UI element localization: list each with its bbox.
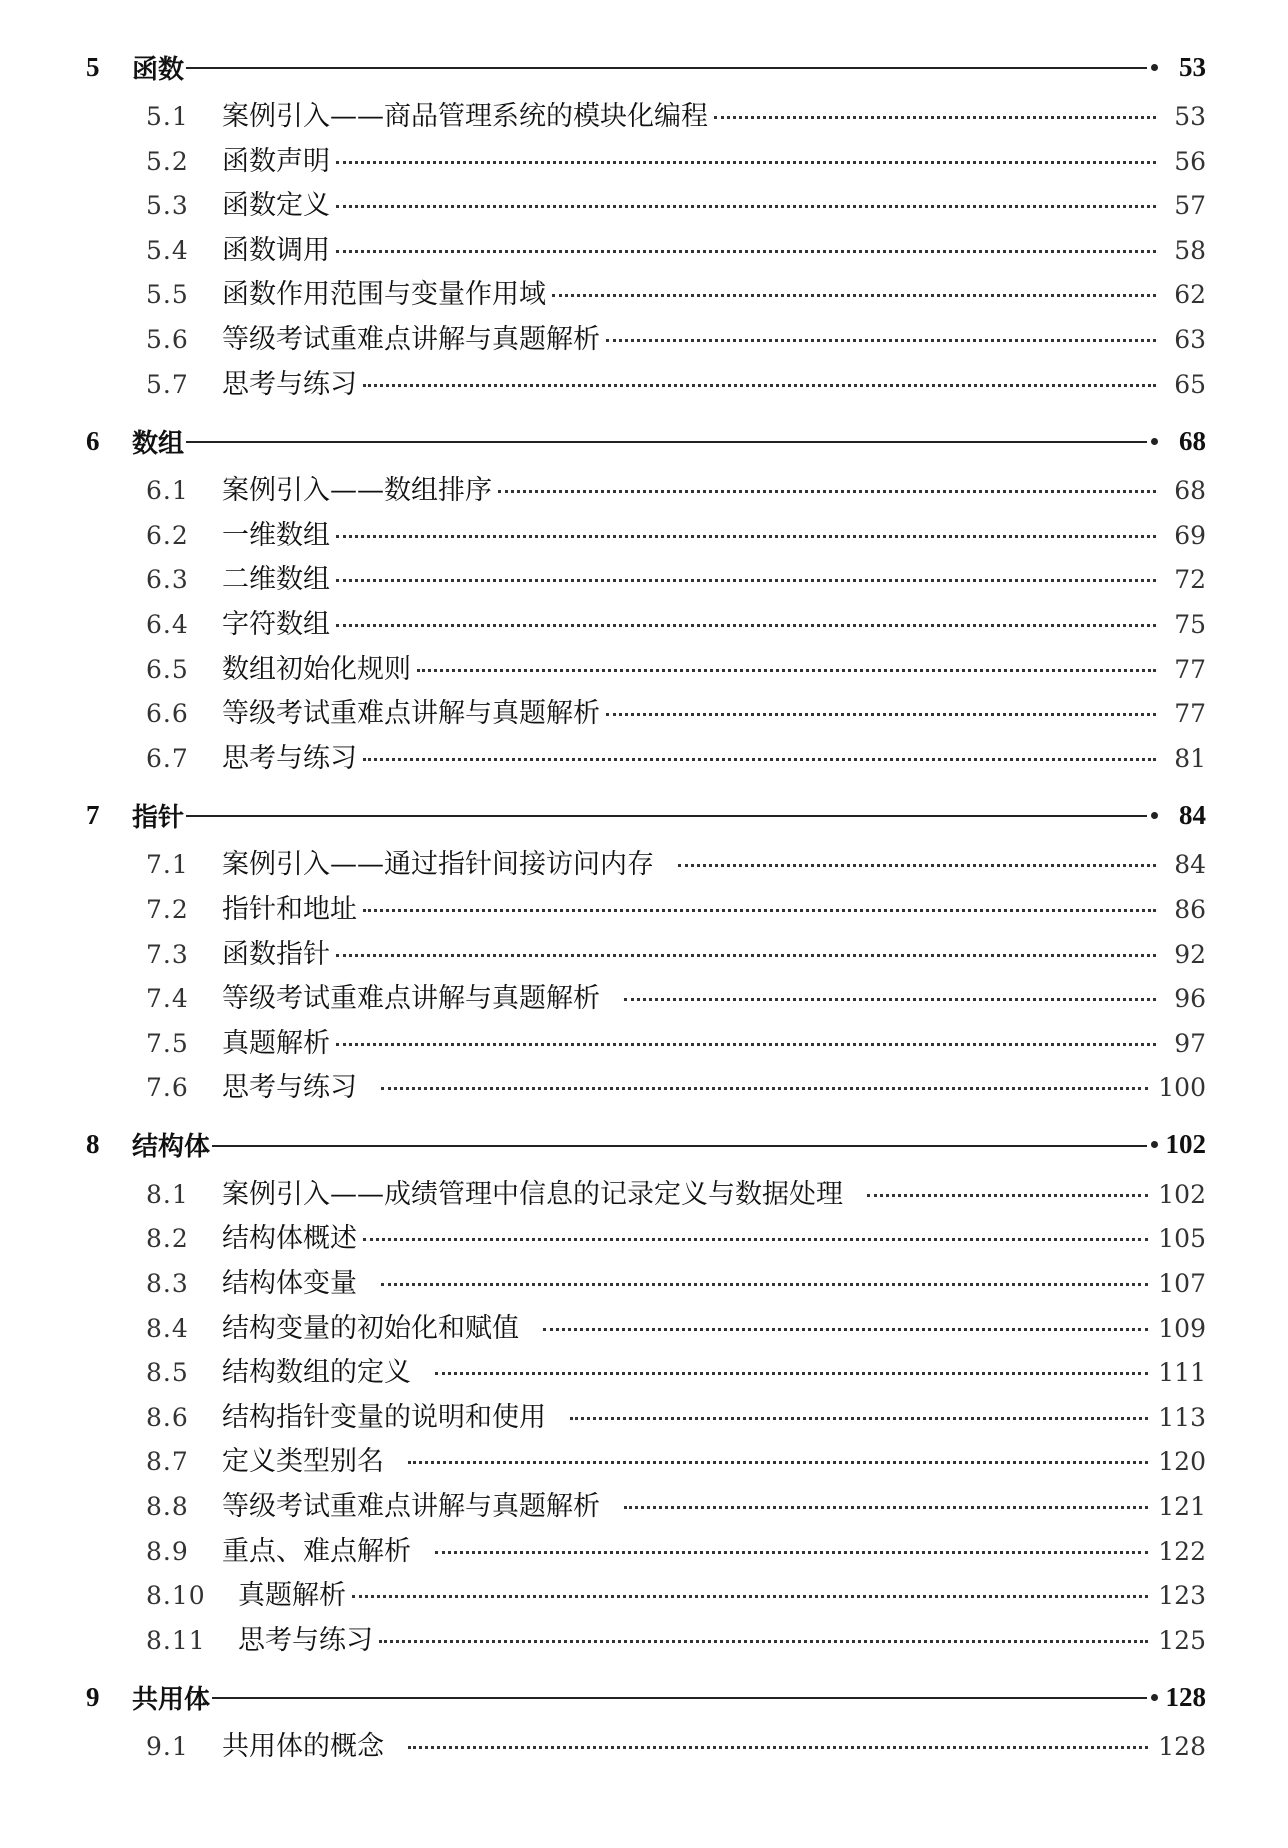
section-number: 8.11 — [146, 1625, 206, 1655]
dot-leader — [352, 1595, 1148, 1598]
chapter-number: 8 — [86, 1129, 100, 1160]
chapter-group — [86, 788, 1206, 1110]
chapter-title: 结构体 — [132, 1132, 211, 1163]
section-title: 思考与练习 — [238, 1624, 373, 1656]
dot-leader — [336, 205, 1156, 208]
section-number: 6.6 — [146, 699, 189, 729]
section-page: 57 — [1174, 191, 1206, 221]
chapter-heading[interactable] — [86, 414, 1206, 468]
toc-entry[interactable] — [86, 1306, 1206, 1351]
section-title: 思考与练习 — [222, 368, 357, 400]
section-number: 8.8 — [146, 1492, 189, 1522]
section-page: 113 — [1158, 1402, 1206, 1432]
section-title: 真题解析 — [238, 1580, 346, 1612]
toc-entry[interactable] — [86, 602, 1206, 647]
section-number: 6.4 — [146, 609, 189, 639]
section-title: 结构变量的初始化和赋值 — [222, 1312, 519, 1344]
section-title: 等级考试重难点讲解与真题解析 — [222, 983, 600, 1015]
section-page: 111 — [1158, 1358, 1206, 1388]
section-number: 7.2 — [146, 894, 189, 924]
dot-leader — [435, 1372, 1148, 1375]
dot-leader — [363, 758, 1156, 761]
chapter-number: 7 — [86, 799, 100, 830]
chapter-number: 5 — [86, 51, 100, 82]
dot-leader — [498, 490, 1156, 493]
toc-entry[interactable] — [86, 94, 1206, 139]
dot-leader — [678, 864, 1156, 867]
toc-entry[interactable] — [86, 647, 1206, 692]
section-number: 8.6 — [146, 1402, 189, 1432]
dot-leader — [606, 713, 1156, 716]
dot-leader — [624, 998, 1156, 1001]
section-title: 案例引入——成绩管理中信息的记录定义与数据处理 — [222, 1178, 843, 1210]
chapter-group — [86, 1118, 1206, 1663]
table-of-contents — [86, 40, 1206, 1777]
section-number: 7.4 — [146, 984, 189, 1014]
section-page: 58 — [1174, 235, 1206, 265]
dot-leader — [435, 1551, 1148, 1554]
toc-entry[interactable] — [86, 1216, 1206, 1261]
section-title: 共用体的概念 — [222, 1731, 384, 1763]
chapter-group — [86, 40, 1206, 406]
toc-entry[interactable] — [86, 362, 1206, 407]
section-page: 107 — [1158, 1269, 1206, 1299]
section-page: 121 — [1158, 1492, 1206, 1522]
section-title: 结构体概述 — [222, 1223, 357, 1255]
dot-leader — [606, 339, 1156, 342]
toc-entry[interactable] — [86, 468, 1206, 513]
section-number: 7.5 — [146, 1028, 189, 1058]
dot-leader — [408, 1746, 1148, 1749]
chapter-rule-dot — [1151, 1694, 1158, 1701]
section-page: 68 — [1174, 476, 1206, 506]
section-page: 69 — [1174, 520, 1206, 550]
chapter-rule — [186, 441, 1147, 443]
section-page: 62 — [1174, 280, 1206, 310]
section-number: 8.1 — [146, 1179, 189, 1209]
section-title: 定义类型别名 — [222, 1446, 384, 1478]
section-title: 案例引入——通过指针间接访问内存 — [222, 849, 654, 881]
chapter-number: 6 — [86, 425, 100, 456]
section-page: 92 — [1174, 939, 1206, 969]
toc-entry[interactable] — [86, 1439, 1206, 1484]
section-title: 函数定义 — [222, 190, 330, 222]
chapter-rule — [186, 67, 1147, 69]
section-title: 重点、难点解析 — [222, 1535, 411, 1567]
toc-entry[interactable] — [86, 1724, 1206, 1769]
section-number: 5.3 — [146, 191, 189, 221]
dot-leader — [543, 1328, 1148, 1331]
section-page: 75 — [1174, 609, 1206, 639]
dot-leader — [408, 1461, 1148, 1464]
dot-leader — [379, 1640, 1148, 1643]
section-number: 5.2 — [146, 146, 189, 176]
section-page: 84 — [1174, 850, 1206, 880]
chapter-rule-dot — [1151, 812, 1158, 819]
section-title: 案例引入——数组排序 — [222, 475, 492, 507]
toc-entry[interactable] — [86, 1395, 1206, 1440]
toc-entry[interactable] — [86, 1065, 1206, 1110]
section-number: 8.5 — [146, 1358, 189, 1388]
chapter-rule-dot — [1151, 438, 1158, 445]
toc-entry[interactable] — [86, 1021, 1206, 1066]
dot-leader — [867, 1194, 1148, 1197]
section-number: 5.5 — [146, 280, 189, 310]
section-number: 6.3 — [146, 565, 189, 595]
section-number: 7.1 — [146, 850, 189, 880]
dot-leader — [336, 1043, 1156, 1046]
section-number: 8.4 — [146, 1313, 189, 1343]
toc-entry[interactable] — [86, 691, 1206, 736]
section-page: 102 — [1158, 1179, 1206, 1209]
toc-entry[interactable] — [86, 1350, 1206, 1395]
section-page: 122 — [1158, 1536, 1206, 1566]
section-number: 5.4 — [146, 235, 189, 265]
dot-leader — [336, 535, 1156, 538]
chapter-page: 102 — [1165, 1129, 1206, 1160]
section-title: 二维数组 — [222, 564, 330, 596]
section-page: 77 — [1174, 654, 1206, 684]
section-page: 120 — [1158, 1447, 1206, 1477]
dot-leader — [363, 909, 1156, 912]
toc-entry[interactable] — [86, 736, 1206, 781]
section-page: 105 — [1158, 1224, 1206, 1254]
toc-entry[interactable] — [86, 1261, 1206, 1306]
chapter-title: 数组 — [132, 428, 185, 459]
section-title: 思考与练习 — [222, 1072, 357, 1104]
chapter-rule — [186, 815, 1147, 817]
toc-entry[interactable] — [86, 1172, 1206, 1217]
chapter-number: 9 — [86, 1681, 100, 1712]
section-page: 81 — [1174, 743, 1206, 773]
section-page: 109 — [1158, 1313, 1206, 1343]
toc-entry[interactable] — [86, 1573, 1206, 1618]
section-page: 123 — [1158, 1581, 1206, 1611]
chapter-heading[interactable] — [86, 1670, 1206, 1724]
section-title: 等级考试重难点讲解与真题解析 — [222, 698, 600, 730]
section-title: 函数调用 — [222, 234, 330, 266]
dot-leader — [381, 1087, 1148, 1090]
chapter-heading[interactable] — [86, 788, 1206, 842]
chapter-rule-dot — [1151, 1141, 1158, 1148]
section-number: 6.2 — [146, 520, 189, 550]
chapter-page: 128 — [1165, 1681, 1206, 1712]
section-page: 125 — [1158, 1625, 1206, 1655]
chapter-title: 共用体 — [132, 1684, 211, 1715]
chapter-page: 53 — [1179, 51, 1206, 82]
section-number: 9.1 — [146, 1732, 189, 1762]
section-page: 53 — [1174, 102, 1206, 131]
dot-leader — [336, 161, 1156, 164]
section-title: 字符数组 — [222, 608, 330, 640]
section-title: 结构指针变量的说明和使用 — [222, 1401, 546, 1433]
section-title: 真题解析 — [222, 1027, 330, 1059]
section-number: 7.3 — [146, 939, 189, 969]
toc-entry[interactable] — [86, 557, 1206, 602]
section-title: 数组初始化规则 — [222, 653, 411, 685]
section-page: 86 — [1174, 894, 1206, 924]
toc-entry[interactable] — [86, 272, 1206, 317]
section-title: 函数声明 — [222, 145, 330, 177]
section-title: 案例引入——商品管理系统的模块化编程 — [222, 101, 708, 132]
section-number: 8.3 — [146, 1269, 189, 1299]
chapter-heading[interactable] — [86, 1118, 1206, 1172]
section-page: 100 — [1158, 1073, 1206, 1103]
section-number: 5.1 — [146, 102, 189, 131]
dot-leader — [381, 1283, 1148, 1286]
section-page: 56 — [1174, 146, 1206, 176]
dot-leader — [336, 579, 1156, 582]
chapter-heading[interactable] — [86, 40, 1206, 94]
chapter-rule — [212, 1697, 1146, 1699]
toc-entry[interactable] — [86, 887, 1206, 932]
toc-entry[interactable] — [86, 228, 1206, 273]
toc-entry[interactable] — [86, 842, 1206, 887]
section-title: 函数作用范围与变量作用域 — [222, 279, 546, 311]
chapter-title: 函数 — [132, 54, 185, 85]
section-number: 6.1 — [146, 476, 189, 506]
section-number: 8.9 — [146, 1536, 189, 1566]
section-title: 结构体变量 — [222, 1268, 357, 1300]
section-number: 7.6 — [146, 1073, 189, 1103]
section-title: 思考与练习 — [222, 742, 357, 774]
section-page: 77 — [1174, 699, 1206, 729]
section-title: 函数指针 — [222, 938, 330, 970]
section-number: 5.7 — [146, 369, 189, 399]
chapter-title: 指针 — [132, 802, 185, 833]
chapter-rule-dot — [1151, 64, 1158, 71]
section-page: 128 — [1158, 1732, 1206, 1762]
section-page: 96 — [1174, 984, 1206, 1014]
section-number: 6.5 — [146, 654, 189, 684]
toc-entry[interactable] — [86, 139, 1206, 184]
section-page: 97 — [1174, 1028, 1206, 1058]
section-title: 指针和地址 — [222, 893, 357, 925]
section-number: 8.2 — [146, 1224, 189, 1254]
toc-entry[interactable] — [86, 317, 1206, 362]
dot-leader — [336, 954, 1156, 957]
chapter-group — [86, 1670, 1206, 1769]
section-page: 72 — [1174, 565, 1206, 595]
chapter-page: 68 — [1179, 425, 1206, 456]
dot-leader — [552, 294, 1156, 297]
dot-leader — [363, 1238, 1148, 1241]
section-number: 6.7 — [146, 743, 189, 773]
dot-leader — [714, 116, 1156, 119]
section-number: 8.10 — [146, 1581, 206, 1611]
toc-entry[interactable] — [86, 513, 1206, 558]
section-number: 5.6 — [146, 324, 189, 354]
chapter-group — [86, 414, 1206, 780]
dot-leader — [363, 384, 1156, 387]
section-page: 63 — [1174, 324, 1206, 354]
chapter-page: 84 — [1179, 799, 1206, 830]
section-title: 等级考试重难点讲解与真题解析 — [222, 323, 600, 355]
section-page: 65 — [1174, 369, 1206, 399]
dot-leader — [336, 624, 1156, 627]
toc-entry[interactable] — [86, 1618, 1206, 1663]
toc-entry[interactable] — [86, 976, 1206, 1021]
toc-entry[interactable] — [86, 932, 1206, 977]
dot-leader — [624, 1506, 1148, 1509]
section-title: 等级考试重难点讲解与真题解析 — [222, 1491, 600, 1523]
section-number: 8.7 — [146, 1447, 189, 1477]
toc-entry[interactable] — [86, 1484, 1206, 1529]
dot-leader — [336, 250, 1156, 253]
dot-leader — [570, 1417, 1148, 1420]
dot-leader — [417, 669, 1156, 672]
toc-entry[interactable] — [86, 1529, 1206, 1574]
toc-entry[interactable] — [86, 183, 1206, 228]
section-title: 一维数组 — [222, 519, 330, 551]
chapter-rule — [212, 1145, 1146, 1147]
section-title: 结构数组的定义 — [222, 1357, 411, 1389]
